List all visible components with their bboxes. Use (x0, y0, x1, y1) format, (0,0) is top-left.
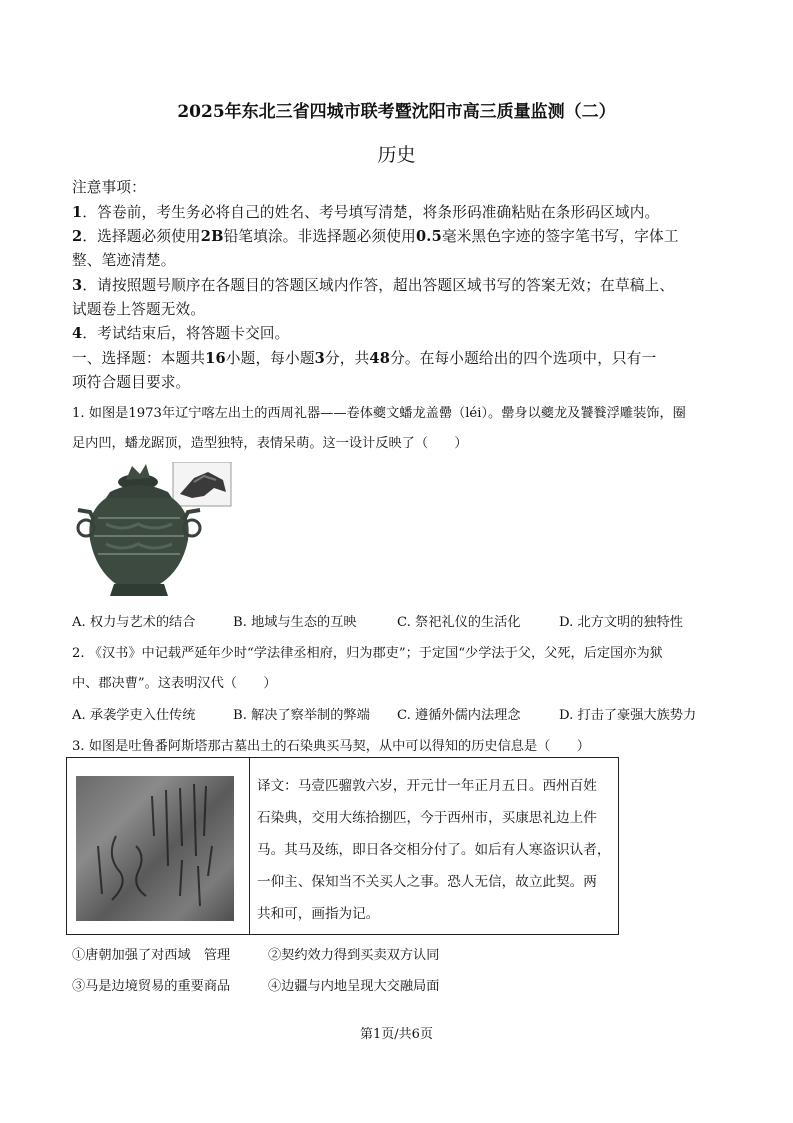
translation-line-5: 共和可，画指为记。 (257, 906, 380, 922)
q3-statement-2: ②契约效力得到买卖双方认同 (268, 948, 440, 963)
q2-option-c[interactable]: C. 遵循外儒内法理念 (397, 708, 521, 723)
translation-line-1: 译文：马壹匹骝敦六岁，开元廿一年正月五日。西州百姓 (257, 778, 597, 794)
notice-item-3-cont: 试题卷上答题无效。 (72, 301, 206, 318)
notice-item-3: 3．请按照题号顺序在各题目的答题区域内作答，超出答题区域书写的答案无效；在草稿上、 (72, 277, 675, 294)
notice-item-4: 4．考试结束后，将答题卡交回。 (72, 325, 290, 342)
contract-script-strokes (76, 776, 234, 921)
q1-stem-line1: 1. 如图是1973年辽宁喀左出土的西周礼器——卷体夔文蟠龙盖罍（léi）。罍身以夔龙及饕餮浮雕装饰，圈 (72, 406, 686, 421)
q2-option-d[interactable]: D. 打击了豪强大族势力 (559, 708, 697, 723)
section-heading-cont: 项符合题目要求。 (72, 374, 191, 391)
q1-option-d[interactable]: D. 北方文明的独特性 (559, 615, 683, 630)
table-divider (249, 758, 250, 934)
notice-item-2-cont: 整、笔迹清楚。 (72, 252, 176, 269)
q2-option-a[interactable]: A. 承袭学吏入仕传统 (72, 708, 196, 723)
q1-option-a[interactable]: A. 权力与艺术的结合 (72, 615, 196, 630)
subject-title: 历史 (377, 144, 416, 166)
q3-statement-1: ①唐朝加强了对西域 管理 (72, 948, 231, 963)
notice-heading: 注意事项： (72, 179, 146, 196)
notice-item-1: 1．答卷前，考生务必将自己的姓名、考号填写清楚，将条形码准确粘贴在条形码区域内。 (72, 204, 660, 221)
q3-statement-4: ④边疆与内地呈现大交融局面 (268, 979, 440, 994)
bronze-vessel-image (76, 462, 236, 602)
q2-stem-line2: 中、郡决曹”。这表明汉代（ ） (72, 676, 277, 691)
q2-stem-line1: 2. 《汉书》中记载严延年少时“学法律丞相府，归为郡吏”；于定国“少学法于父，父死，后定国亦为狱 (72, 646, 663, 661)
translation-line-3: 马。其马及练，即日各交相分付了。如后有人寒盗识认者， (257, 842, 611, 858)
page-number: 第1页/共6页 (360, 1027, 433, 1042)
q1-stem-line2: 足内凹，蟠龙踞顶，造型独特，表情呆萌。这一设计反映了（ ） (72, 436, 468, 451)
q1-option-b[interactable]: B. 地域与生态的互映 (233, 615, 357, 630)
notice-item-2: 2．选择题必须使用2B铅笔填涂。非选择题必须使用0.5毫米黑色字迹的签字笔书写，字体工 (72, 228, 679, 245)
section-heading: 一、选择题：本题共16小题，每小题3分，共48分。在每小题给出的四个选项中，只有一 (72, 350, 657, 367)
contract-photo-image (76, 776, 234, 921)
q2-option-b[interactable]: B. 解决了察举制的弊端 (233, 708, 370, 723)
translation-line-4: 一仰主、保知当不关买人之事。恐人无信，故立此契。两 (257, 874, 597, 890)
q3-stem: 3. 如图是吐鲁番阿斯塔那古墓出土的石染典买马契，从中可以得知的历史信息是（ ） (72, 739, 590, 754)
q1-option-c[interactable]: C. 祭祀礼仪的生活化 (397, 615, 521, 630)
q3-statement-3: ③马是边境贸易的重要商品 (72, 979, 231, 994)
translation-line-2: 石染典，交用大练拾捌匹，今于西州市，买康思礼边上件 (257, 810, 597, 826)
contract-table (66, 757, 619, 935)
exam-title: 2025年东北三省四城市联考暨沈阳市高三质量监测（二） (177, 102, 616, 122)
